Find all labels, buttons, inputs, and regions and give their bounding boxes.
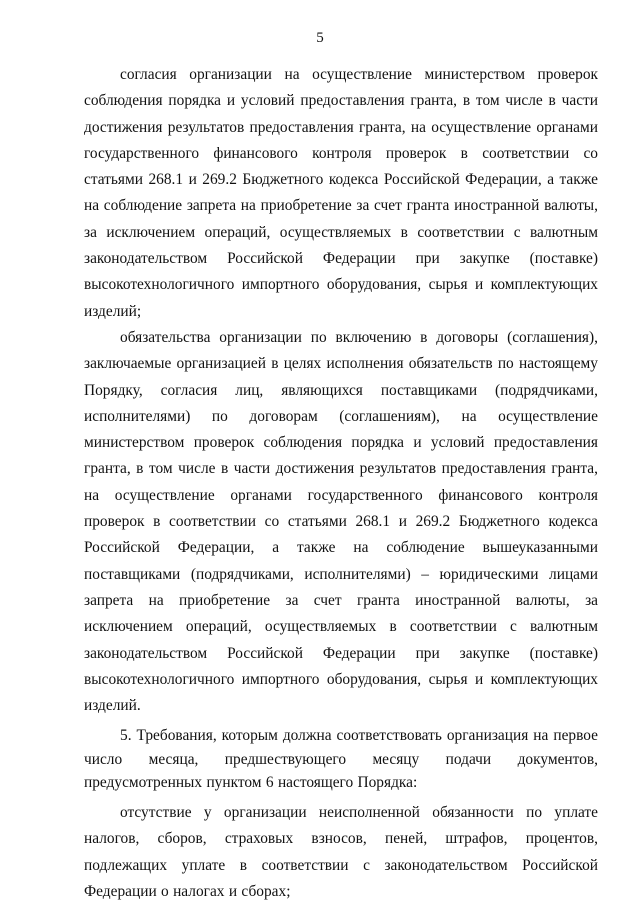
paragraph-contract-obligations: обязательства организации по включению в договоры (соглашения), заключаемые организацией в целях исполнения обязательств по настоящему Порядку, согласия лиц, являющихся поставщиками (подрядчиками, исполнителями) по договорам (соглашениям), на осуществление министерством проверок соблюдения порядка и условий предоставления гранта, в том числе в части достижения результатов предоставления гранта, на осуществление органами государственного финансового контроля проверок в соответствии со статьями 268.1 и 269.2 Бюджетного кодекса Российской Федерации, а также на соблюдение вышеуказанными поставщиками (подрядчиками, исполнителями) – юридическими лицами запрета на приобретение за счет гранта иностранной валюты, за исключением операций, осуществляемых в соответствии с валютным законодательством Российской Федерации при закупке (поставке) высокотехнологичного импортного оборудования, сырья и комплектующих изделий. xyxy=(84,328,598,715)
paragraph-consent-checks: согласия организации на осуществление министерством проверок соблюдения порядка и условий предоставления гранта, в том числе в части достижения результатов предоставления гранта, на осуществление органами государственного финансового контроля проверок в соответствии со статьями 268.1 и 269.2 Бюджетного кодекса Российской Федерации, а также на соблюдение запрета на приобретение за счет гранта иностранной валюты, за исключением операций, осуществляемых в соответствии с валютным законодательством Российской Федерации при закупке (поставке) высокотехнологичного импортного оборудования, сырья и комплектующих изделий; xyxy=(84,66,598,320)
document-body xyxy=(84,62,598,905)
page-number: 5 xyxy=(316,30,324,46)
paragraph-section-5-requirements: 5. Требования, которым должна соответствовать организация на первое число месяца, предшествующего месяцу подачи документов, предусмотренных пунктом 6 настоящего Порядка: xyxy=(84,727,598,792)
paragraph-no-tax-debt: отсутствие у организации неисполненной обязанности по уплате налогов, сборов, страховых взносов, пеней, штрафов, процентов, подлежащих уплате в соответствии с законодательством Российской Федерации о налогах и сборах; xyxy=(84,803,598,900)
